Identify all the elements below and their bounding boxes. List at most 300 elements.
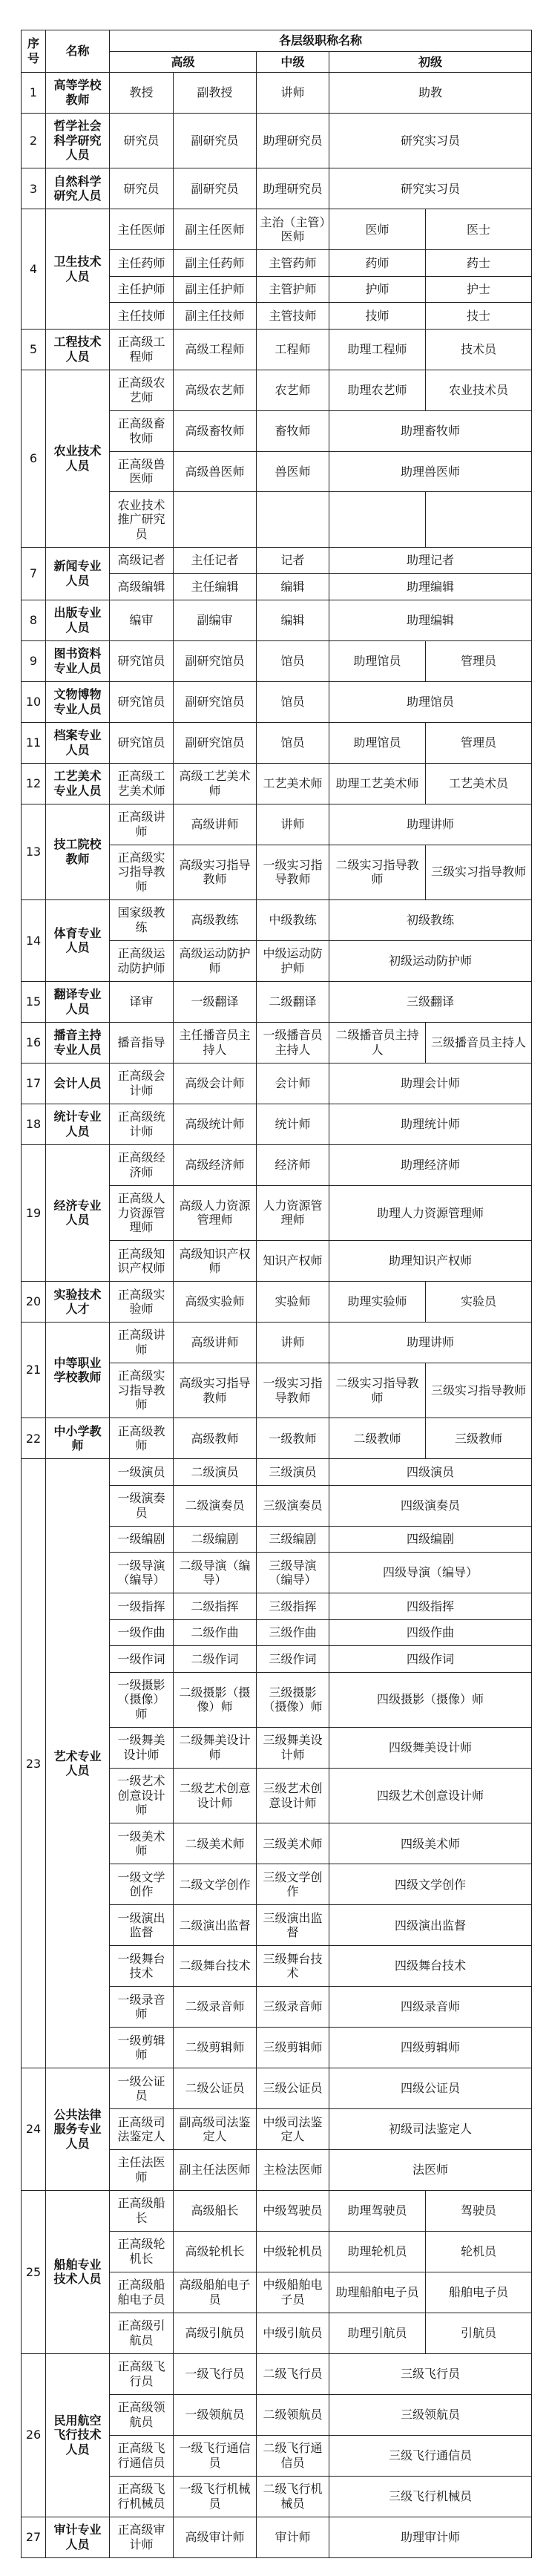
title-cell: 正高级实验师 <box>110 1282 174 1323</box>
table-row <box>22 763 532 804</box>
title-cell: 高级运动防护师 <box>174 940 257 981</box>
table-row <box>22 1418 532 1459</box>
title-cell: 四级演出监督 <box>329 1905 532 1946</box>
row-seq: 16 <box>22 1022 46 1063</box>
title-cell: 二级教师 <box>329 1418 426 1459</box>
row-seq: 18 <box>22 1104 46 1144</box>
title-cell: 四级公证员 <box>329 2068 532 2109</box>
title-cell: 研究员 <box>110 113 174 168</box>
title-cell: 副主任法医师 <box>174 2150 257 2191</box>
title-cell: 正高级领航员 <box>110 2394 174 2435</box>
title-cell: 二级演出监督 <box>174 1905 257 1946</box>
title-cell <box>257 492 329 547</box>
title-cell: 高级编辑 <box>110 574 174 600</box>
title-cell: 编辑 <box>257 600 329 640</box>
row-category: 自然科学研究人员 <box>46 168 110 209</box>
table-row <box>22 600 532 640</box>
title-cell: 正高级工程师 <box>110 329 174 370</box>
row-category: 工程技术人员 <box>46 329 110 370</box>
title-cell: 二级实习指导教师 <box>329 1363 426 1418</box>
row-category: 翻译专业人员 <box>46 981 110 1022</box>
title-cell: 护士 <box>426 276 532 302</box>
title-cell: 国家级教练 <box>110 899 174 940</box>
title-cell: 主任技师 <box>110 303 174 329</box>
title-cell: 助理研究员 <box>257 168 329 209</box>
table-row <box>22 899 532 940</box>
row-category: 艺术专业人员 <box>46 1459 110 2068</box>
title-cell: 助理审计师 <box>329 2517 532 2557</box>
title-cell: 一级演奏员 <box>110 1485 174 1526</box>
table-row <box>22 1459 532 1485</box>
title-cell: 助理经济师 <box>329 1144 532 1185</box>
title-cell: 副编审 <box>174 600 257 640</box>
table-row <box>22 73 532 114</box>
title-cell: 中级驾驶员 <box>257 2190 329 2231</box>
title-cell: 正高级轮机长 <box>110 2231 174 2272</box>
title-cell: 高级工艺美术师 <box>174 763 257 804</box>
title-cell: 助理人力资源管理师 <box>329 1185 532 1240</box>
table-row <box>22 1282 532 1323</box>
title-cell: 副主任药师 <box>174 250 257 276</box>
title-cell: 助理会计师 <box>329 1063 532 1104</box>
title-cell: 助理馆员 <box>329 722 426 763</box>
title-cell: 三级剪辑师 <box>257 2028 329 2068</box>
title-cell: 正高级审计师 <box>110 2517 174 2557</box>
title-cell: 研究馆员 <box>110 640 174 681</box>
title-cell: 工程师 <box>257 329 329 370</box>
title-cell: 高级实习指导教师 <box>174 1363 257 1418</box>
table-row <box>22 113 532 168</box>
row-seq: 3 <box>22 168 46 209</box>
header-senior: 高级 <box>110 52 257 73</box>
header-middle: 中级 <box>257 52 329 73</box>
title-cell: 助理记者 <box>329 547 532 573</box>
row-category: 统计专业人员 <box>46 1104 110 1144</box>
title-cell: 一级实习指导教师 <box>257 1363 329 1418</box>
row-category: 农业技术人员 <box>46 370 110 547</box>
title-cell: 高级实习指导教师 <box>174 845 257 899</box>
title-cell: 三级作词 <box>257 1646 329 1672</box>
row-category: 审计专业人员 <box>46 2517 110 2557</box>
title-cell: 高级畜牧师 <box>174 410 257 451</box>
row-seq: 1 <box>22 73 46 114</box>
table-row <box>22 370 532 410</box>
title-cell: 一级舞美设计师 <box>110 1727 174 1768</box>
table-row <box>22 681 532 722</box>
title-cell: 助理工艺美术师 <box>329 763 426 804</box>
title-cell: 中级船舶电子员 <box>257 2272 329 2313</box>
title-cell: 主任护师 <box>110 276 174 302</box>
title-cell: 二级飞行通信员 <box>257 2435 329 2476</box>
title-cell: 一级艺术创意设计师 <box>110 1768 174 1823</box>
row-seq: 8 <box>22 600 46 640</box>
title-cell: 一级作曲 <box>110 1619 174 1645</box>
row-seq: 6 <box>22 370 46 547</box>
row-category: 经济专业人员 <box>46 1144 110 1281</box>
title-cell: 人力资源管理师 <box>257 1185 329 1240</box>
title-cell: 审计师 <box>257 2517 329 2557</box>
title-cell: 二级编剧 <box>174 1526 257 1552</box>
title-cell: 副主任医师 <box>174 209 257 250</box>
row-category: 高等学校教师 <box>46 73 110 114</box>
title-cell: 药师 <box>329 250 426 276</box>
title-cell: 二级作曲 <box>174 1619 257 1645</box>
title-cell: 正高级引航员 <box>110 2313 174 2353</box>
header-titles: 各层级职称名称 <box>110 30 532 52</box>
title-cell: 实验师 <box>257 1282 329 1323</box>
title-cell: 三级实习指导教师 <box>426 845 532 899</box>
row-category: 公共法律服务专业人员 <box>46 2068 110 2191</box>
title-cell: 正高级讲师 <box>110 1323 174 1363</box>
title-cell: 副主任护师 <box>174 276 257 302</box>
title-cell: 译审 <box>110 981 174 1022</box>
title-cell: 编辑 <box>257 574 329 600</box>
title-cell: 二级演员 <box>174 1459 257 1485</box>
title-cell: 讲师 <box>257 804 329 845</box>
title-cell: 知识产权师 <box>257 1241 329 1282</box>
title-cell: 高级工程师 <box>174 329 257 370</box>
row-category: 中小学教师 <box>46 1418 110 1459</box>
title-cell: 引航员 <box>426 2313 532 2353</box>
title-cell: 研究员 <box>110 168 174 209</box>
table-row <box>22 722 532 763</box>
title-cell: 中级运动防护师 <box>257 940 329 981</box>
title-cell: 一级编剧 <box>110 1526 174 1552</box>
title-cell: 一级飞行员 <box>174 2353 257 2394</box>
title-cell: 一级演员 <box>110 1459 174 1485</box>
row-seq: 15 <box>22 981 46 1022</box>
title-cell: 一级指挥 <box>110 1593 174 1619</box>
row-seq: 12 <box>22 763 46 804</box>
title-cell: 二级公证员 <box>174 2068 257 2109</box>
row-category: 技工院校教师 <box>46 804 110 899</box>
title-cell: 副研究馆员 <box>174 640 257 681</box>
table-row <box>22 804 532 845</box>
title-cell: 高级经济师 <box>174 1144 257 1185</box>
title-cell: 馆员 <box>257 722 329 763</box>
title-cell: 管理员 <box>426 640 532 681</box>
row-category: 新闻专业人员 <box>46 547 110 600</box>
title-cell: 一级领航员 <box>174 2394 257 2435</box>
title-cell: 工艺美术师 <box>257 763 329 804</box>
title-cell: 二级文学创作 <box>174 1864 257 1905</box>
title-cell: 二级指挥 <box>174 1593 257 1619</box>
title-cell: 高级引航员 <box>174 2313 257 2353</box>
title-cell: 畜牧师 <box>257 410 329 451</box>
row-category: 船舶专业技术人员 <box>46 2190 110 2353</box>
title-cell: 一级作词 <box>110 1646 174 1672</box>
table-row <box>22 168 532 209</box>
title-cell: 正高级兽医师 <box>110 451 174 492</box>
title-cell: 一级舞台技术 <box>110 1946 174 1987</box>
title-cell: 二级演奏员 <box>174 1485 257 1526</box>
row-category: 文物博物专业人员 <box>46 681 110 722</box>
row-category: 中等职业学校教师 <box>46 1323 110 1418</box>
title-cell: 一级演出监督 <box>110 1905 174 1946</box>
title-cell: 三级领航员 <box>329 2394 532 2435</box>
title-cell: 三级艺术创意设计师 <box>257 1768 329 1823</box>
title-cell: 主管技师 <box>257 303 329 329</box>
title-cell: 二级舞台技术 <box>174 1946 257 1987</box>
row-category: 图书资料专业人员 <box>46 640 110 681</box>
title-cell: 二级领航员 <box>257 2394 329 2435</box>
title-cell: 三级飞行通信员 <box>329 2435 532 2476</box>
title-cell: 二级录音师 <box>174 1987 257 2028</box>
title-cell: 主任医师 <box>110 209 174 250</box>
header-row-1 <box>22 30 532 52</box>
title-cell: 主任播音员主持人 <box>174 1022 257 1063</box>
title-cell: 医师 <box>329 209 426 250</box>
title-cell: 三级指挥 <box>257 1593 329 1619</box>
title-cell: 正高级飞行机械员 <box>110 2476 174 2517</box>
row-seq: 9 <box>22 640 46 681</box>
title-cell: 记者 <box>257 547 329 573</box>
row-seq: 19 <box>22 1144 46 1281</box>
row-category: 会计人员 <box>46 1063 110 1104</box>
title-cell: 助理讲师 <box>329 1323 532 1363</box>
title-cell: 一级美术师 <box>110 1823 174 1864</box>
title-cell: 二级艺术创意设计师 <box>174 1768 257 1823</box>
title-cell: 主治（主管）医师 <box>257 209 329 250</box>
title-cell: 正高级知识产权师 <box>110 1241 174 1282</box>
title-cell: 副高级司法鉴定人 <box>174 2109 257 2150</box>
title-cell: 驾驶员 <box>426 2190 532 2231</box>
title-cell: 馆员 <box>257 681 329 722</box>
title-cell: 三级作曲 <box>257 1619 329 1645</box>
title-cell: 三级文学创作 <box>257 1864 329 1905</box>
title-cell: 正高级统计师 <box>110 1104 174 1144</box>
title-cell: 正高级实习指导教师 <box>110 1363 174 1418</box>
title-cell: 研究实习员 <box>329 113 532 168</box>
table-row <box>22 981 532 1022</box>
title-cell: 助理统计师 <box>329 1104 532 1144</box>
title-cell: 高级统计师 <box>174 1104 257 1144</box>
title-cell: 助理引航员 <box>329 2313 426 2353</box>
title-cell: 助理馆员 <box>329 640 426 681</box>
row-seq: 17 <box>22 1063 46 1104</box>
title-cell: 正高级工艺美术师 <box>110 763 174 804</box>
title-cell: 技术员 <box>426 329 532 370</box>
title-cell <box>174 492 257 547</box>
title-cell: 讲师 <box>257 1323 329 1363</box>
title-cell: 二级翻译 <box>257 981 329 1022</box>
title-cell: 四级摄影（摄像）师 <box>329 1672 532 1727</box>
title-cell: 讲师 <box>257 73 329 114</box>
title-cell: 药士 <box>426 250 532 276</box>
title-cell: 四级舞台技术 <box>329 1946 532 1987</box>
title-cell: 高级讲师 <box>174 804 257 845</box>
title-cell: 主管药师 <box>257 250 329 276</box>
title-cell: 三级飞行员 <box>329 2353 532 2394</box>
title-cell: 三级公证员 <box>257 2068 329 2109</box>
title-cell: 副研究员 <box>174 113 257 168</box>
title-cell: 二级美术师 <box>174 1823 257 1864</box>
row-seq: 21 <box>22 1323 46 1418</box>
title-cell: 三级舞美设计师 <box>257 1727 329 1768</box>
title-cell: 助理编辑 <box>329 574 532 600</box>
row-seq: 2 <box>22 113 46 168</box>
title-cell: 农业技术员 <box>426 370 532 410</box>
title-cell: 四级文学创作 <box>329 1864 532 1905</box>
title-cell: 中级教练 <box>257 899 329 940</box>
title-cell: 研究实习员 <box>329 168 532 209</box>
title-cell: 研究馆员 <box>110 722 174 763</box>
title-cell: 管理员 <box>426 722 532 763</box>
table-body <box>22 73 532 2558</box>
row-category: 实验技术人才 <box>46 1282 110 1323</box>
title-cell: 三级编剧 <box>257 1526 329 1552</box>
title-cell <box>329 492 426 547</box>
row-category: 民用航空飞行技术人员 <box>46 2353 110 2517</box>
title-cell: 主任记者 <box>174 547 257 573</box>
title-cell: 实验员 <box>426 1282 532 1323</box>
header-name: 名称 <box>46 30 110 73</box>
title-cell: 助理工程师 <box>329 329 426 370</box>
title-cell: 助理编辑 <box>329 600 532 640</box>
title-cell: 正高级经济师 <box>110 1144 174 1185</box>
row-seq: 27 <box>22 2517 46 2557</box>
title-cell: 一级导演（编导） <box>110 1553 174 1593</box>
row-category: 档案专业人员 <box>46 722 110 763</box>
title-cell: 助理研究员 <box>257 113 329 168</box>
row-seq: 22 <box>22 1418 46 1459</box>
row-seq: 11 <box>22 722 46 763</box>
title-cell: 高级农艺师 <box>174 370 257 410</box>
title-cell: 初级运动防护师 <box>329 940 532 981</box>
title-cell: 馆员 <box>257 640 329 681</box>
title-cell: 研究馆员 <box>110 681 174 722</box>
title-cell: 二级剪辑师 <box>174 2028 257 2068</box>
title-cell: 二级飞行员 <box>257 2353 329 2394</box>
title-cell: 三级舞台技术 <box>257 1946 329 1987</box>
row-seq: 24 <box>22 2068 46 2191</box>
title-cell: 工艺美术员 <box>426 763 532 804</box>
row-seq: 25 <box>22 2190 46 2353</box>
title-cell: 兽医师 <box>257 451 329 492</box>
title-cell: 三级导演（编导） <box>257 1553 329 1593</box>
title-cell: 高级记者 <box>110 547 174 573</box>
title-cell: 正高级飞行员 <box>110 2353 174 2394</box>
title-cell <box>426 492 532 547</box>
title-cell: 中级轮机员 <box>257 2231 329 2272</box>
title-cell: 主任药师 <box>110 250 174 276</box>
title-cell: 二级实习指导教师 <box>329 845 426 899</box>
title-cell: 助教 <box>329 73 532 114</box>
title-cell: 三级摄影（摄像）师 <box>257 1672 329 1727</box>
row-category: 工艺美术专业人员 <box>46 763 110 804</box>
title-cell: 高级审计师 <box>174 2517 257 2557</box>
table-row <box>22 1104 532 1144</box>
title-cell: 主检法医师 <box>257 2150 329 2191</box>
title-cell: 正高级船长 <box>110 2190 174 2231</box>
title-cell: 副主任技师 <box>174 303 257 329</box>
row-category: 哲学社会科学研究人员 <box>46 113 110 168</box>
title-cell: 助理畜牧师 <box>329 410 532 451</box>
title-cell: 正高级畜牧师 <box>110 410 174 451</box>
title-cell: 副研究员 <box>174 168 257 209</box>
title-cell: 技士 <box>426 303 532 329</box>
title-cell: 轮机员 <box>426 2231 532 2272</box>
title-cell: 三级教师 <box>426 1418 532 1459</box>
title-cell: 中级司法鉴定人 <box>257 2109 329 2150</box>
title-cell: 四级美术师 <box>329 1823 532 1864</box>
row-seq: 23 <box>22 1459 46 2068</box>
title-cell: 初级司法鉴定人 <box>329 2109 532 2150</box>
title-cell: 助理轮机员 <box>329 2231 426 2272</box>
row-category: 播音主持专业人员 <box>46 1022 110 1063</box>
title-cell: 助理实验师 <box>329 1282 426 1323</box>
title-cell: 船舶电子员 <box>426 2272 532 2313</box>
row-seq: 4 <box>22 209 46 329</box>
title-cell: 四级导演（编导） <box>329 1553 532 1593</box>
title-cell: 一级飞行机械员 <box>174 2476 257 2517</box>
title-cell: 一级剪辑师 <box>110 2028 174 2068</box>
table-row <box>22 547 532 573</box>
title-cell: 二级作词 <box>174 1646 257 1672</box>
title-cell: 医士 <box>426 209 532 250</box>
title-cell: 正高级讲师 <box>110 804 174 845</box>
title-cell: 高级知识产权师 <box>174 1241 257 1282</box>
title-cell: 技师 <box>329 303 426 329</box>
title-cell: 助理农艺师 <box>329 370 426 410</box>
table-row <box>22 2517 532 2557</box>
title-cell: 二级导演（编导） <box>174 1553 257 1593</box>
table-row <box>22 209 532 250</box>
title-cell: 一级翻译 <box>174 981 257 1022</box>
title-cell: 正高级运动防护师 <box>110 940 174 981</box>
title-cell: 四级录音师 <box>329 1987 532 2028</box>
table-row <box>22 1323 532 1363</box>
title-cell: 会计师 <box>257 1063 329 1104</box>
title-cell: 一级实习指导教师 <box>257 845 329 899</box>
title-cell: 助理知识产权师 <box>329 1241 532 1282</box>
title-cell: 高级船舶电子员 <box>174 2272 257 2313</box>
title-cell: 播音指导 <box>110 1022 174 1063</box>
title-cell: 一级公证员 <box>110 2068 174 2109</box>
title-cell: 正高级人力资源管理师 <box>110 1185 174 1240</box>
row-category: 体育专业人员 <box>46 899 110 981</box>
title-cell: 农业技术推广研究员 <box>110 492 174 547</box>
title-cell: 二级摄影（摄像）师 <box>174 1672 257 1727</box>
title-cell: 三级演出监督 <box>257 1905 329 1946</box>
title-cell: 主任编辑 <box>174 574 257 600</box>
table-row <box>22 1063 532 1104</box>
title-cell: 一级教师 <box>257 1418 329 1459</box>
title-cell: 四级作词 <box>329 1646 532 1672</box>
title-cell: 高级船长 <box>174 2190 257 2231</box>
title-cell: 助理馆员 <box>329 681 532 722</box>
title-cell: 高级教练 <box>174 899 257 940</box>
title-cell: 高级教师 <box>174 1418 257 1459</box>
title-cell: 三级演奏员 <box>257 1485 329 1526</box>
title-cell: 四级演奏员 <box>329 1485 532 1526</box>
title-cell: 高级实验师 <box>174 1282 257 1323</box>
table-row <box>22 1144 532 1185</box>
title-cell: 初级教练 <box>329 899 532 940</box>
title-cell: 四级舞美设计师 <box>329 1727 532 1768</box>
title-cell: 农艺师 <box>257 370 329 410</box>
row-seq: 10 <box>22 681 46 722</box>
title-cell: 正高级农艺师 <box>110 370 174 410</box>
title-cell: 高级人力资源管理师 <box>174 1185 257 1240</box>
title-cell: 正高级教师 <box>110 1418 174 1459</box>
title-cell: 三级播音员主持人 <box>426 1022 532 1063</box>
row-seq: 13 <box>22 804 46 899</box>
row-seq: 5 <box>22 329 46 370</box>
title-cell: 四级编剧 <box>329 1526 532 1552</box>
row-seq: 26 <box>22 2353 46 2517</box>
title-cell: 三级演员 <box>257 1459 329 1485</box>
